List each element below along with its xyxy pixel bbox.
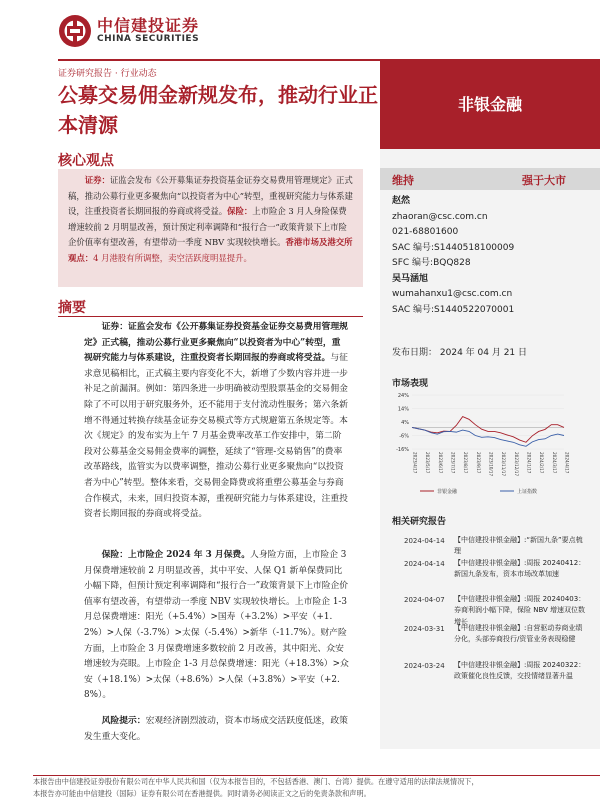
related-report-link[interactable]: 【中信建投非银金融】:周报 20240322：政策催化良性反馈，交投情绪显著升温: [454, 661, 586, 681]
related-report-link[interactable]: 【中信建投非银金融】:“新国九条”要点梳理: [454, 536, 583, 556]
disclaimer-footer: [33, 776, 600, 799]
legend-label: 上证指数: [517, 489, 538, 495]
core-viewpoint-text: [68, 173, 353, 266]
rating-value: 强于大市: [522, 174, 566, 187]
analyst-list: [392, 194, 514, 318]
analyst-sac-cert: SAC 编号:S1440518100009: [392, 242, 515, 253]
core-text-securities: 证监会发布《公开募集证券投资基金证券交易费用管理规定》正式稿，推动公募行业更多聚焦向“以投资者为中心”转型，重视研究能力与体系建设，注重投资者长期回报的券商或将受益。: [68, 175, 353, 216]
summary-body-risk: 宏观经济剧烈波动，资本市场成交活跃度低迷，政策发生重大变化。: [84, 716, 348, 742]
related-report-date: 2024-04-14: [404, 560, 445, 568]
core-heading: 核心观点: [58, 153, 114, 169]
y-tick-label: 24%: [397, 393, 409, 399]
market-performance-chart: [392, 387, 592, 497]
related-report-link[interactable]: 【中信建投非银金融】:周报 20240403：券商利润小幅下降，保险 NBV 增速双位数增长: [454, 595, 586, 626]
related-report-link[interactable]: 【中信建投非银金融】:自营驱动券商业绩分化，头部券商投行/资管业务表现稳健: [454, 624, 583, 644]
analyst-name: 赵然: [392, 196, 411, 206]
x-tick-label: 2023/5/17: [425, 452, 431, 474]
analyst-email[interactable]: wumahanxu1@csc.com.cn: [392, 289, 513, 299]
x-tick-label: 2023/11/17: [501, 452, 507, 477]
summary-paragraph-risk: [84, 714, 349, 745]
core-label-insurance: 保险：: [227, 206, 253, 216]
core-text-insurance: 上市险企 3 月人身险保费增速较前 2 月明显改善，预计预定利率调降和“报行合一”政策背景下上市险企价值率有望改善，有望带动一季度 NBV 实现较快增长。: [68, 206, 347, 247]
summary-lead-risk: 风险提示：: [101, 716, 146, 726]
x-tick-label: 2024/3/17: [551, 452, 557, 474]
core-label-hk: 香港市场及港交所观点：: [68, 237, 353, 263]
x-tick-label: 2023/9/17: [475, 452, 481, 474]
related-report-date: 2024-03-31: [404, 625, 445, 633]
sector-banner: [380, 61, 600, 149]
x-tick-label: 2024/1/17: [526, 452, 532, 474]
sidebar: [380, 149, 600, 749]
disclaimer-line: 本报告由中信建投证券股份有限公司在中华人民共和国（仅为本报告目的，不包括香港、澳门、台湾）提供。在遵守适用的法律法规情况下，: [33, 777, 479, 786]
related-report-date: 2024-04-14: [404, 537, 445, 545]
summary-lead-securities: 证券：证监会发布《公开募集证券投资基金证券交易费用管理规定》正式稿，推动公募行业更多聚焦向“以投资者为中心”转型，重视研究能力与体系建设，注重投资者长期回报的券商或将受益。: [84, 322, 348, 364]
brand-logo: [58, 12, 238, 52]
related-report-link[interactable]: 【中信建投非银金融】:周报 20240412：新国九条发布，资本市场改革加速: [454, 559, 586, 579]
market-performance-title: 市场表现: [392, 379, 429, 389]
analyst-name: 吴马涵旭: [392, 273, 429, 284]
legend-label: 非银金融: [437, 489, 458, 495]
summary-paragraph-insurance: [84, 548, 349, 704]
x-tick-label: 2023/6/17: [437, 452, 443, 474]
brand-name-cn: 中信建投证券: [97, 16, 200, 35]
x-tick-label: 2023/12/17: [513, 452, 519, 477]
related-report-date: 2024-04-07: [404, 596, 445, 604]
core-label-securities: 证券：: [84, 175, 110, 185]
brand-name-en: CHINA SECURITIES: [97, 34, 200, 44]
y-tick-label: 14%: [397, 406, 409, 413]
publish-date: [392, 345, 527, 358]
y-tick-label: -6%: [399, 433, 409, 440]
summary-divider: [58, 316, 363, 317]
analyst-email[interactable]: zhaoran@csc.com.cn: [392, 211, 488, 222]
disclaimer-line: 本报告亦可能由中信建投（国际）证券有限公司在香港提供。同时请务必阅读正文之后的免责条款和声明。: [33, 788, 371, 798]
analyst-sac-cert: SAC 编号:S1440522070001: [392, 304, 515, 315]
report-title: 公募交易佣金新规发布，推动行业正本清源: [58, 83, 378, 137]
report-type: 证券研究报告 · 行业动态: [58, 69, 157, 79]
x-tick-label: 2024/4/17: [564, 452, 570, 474]
sector-name: 非银金融: [457, 95, 522, 114]
publish-date-label: 发布日期：: [392, 348, 438, 358]
y-tick-label: -16%: [396, 447, 409, 453]
rating-bar: [380, 168, 600, 190]
analyst-sfc-cert: SFC 编号:BQQ828: [392, 258, 471, 268]
core-text-hk: 4 月港股有所调整，卖空活跃度明显提升。: [93, 252, 252, 263]
analyst-phone: 021-68801600: [392, 227, 459, 237]
x-tick-label: 2023/7/17: [450, 452, 456, 474]
y-tick-label: 4%: [401, 420, 409, 426]
summary-body-securities: 与征求意见稿相比，正式稿主要内容变化不大，新增了少数内容并进一步补足之前漏洞。例如：第四条进一步明确被动型股票基金的交易佣金除了不可以用于研究服务外，还不能用于支付流动性服务；第六条新增不得通过转换存续基金证券交易模式等方式规避第五条规定等。本次《规定》的发布实为上午 7 月基金费率改革工作安排中，第二阶段对公募基金交易佣金费率的调整，延续了“管理-交易销售”的费率改革路线，监管实为以费率调整，推动公募行业更多聚焦向“以投资者为中心”转型。整体来看，交易佣金降费或将重塑公募基金与券商合作模式，未来，回归投资本源，重视研究能力与体系建设，注重投资者长期回报的券商或将受益。: [84, 353, 348, 520]
related-reports-title: 相关研究报告: [392, 517, 447, 527]
series-line: [412, 417, 564, 443]
summary-heading: 摘要: [58, 300, 86, 316]
logo-mark-icon: [58, 14, 92, 48]
x-tick-label: 2024/2/17: [539, 452, 545, 474]
x-tick-label: 2023/8/17: [463, 452, 469, 474]
core-viewpoint-box: [58, 169, 363, 287]
x-tick-label: 2023/4/17: [412, 452, 418, 474]
publish-date-value: 2024 年 04 月 21 日: [439, 348, 528, 358]
summary-lead-insurance: 保险：上市险企 2024 年 3 月保费。: [101, 550, 251, 560]
related-report-date: 2024-03-24: [404, 662, 445, 670]
summary-body-insurance: 人身险方面，上市险企 3 月保费增速较前 2 月明显改善，其中平安、人保 Q1 新单保费同比小幅下降，但预计预定利率调降和“报行合一”政策背景下上市险企价值率有望改善，有望带动一季度 NBV 实现较快增长。上市险企 1-3 月总保费增速：阳光（+5.4%）>国寿（+3.2%）>平安（+1.2%）>人保（-3.7%）>太保（-5.4%）>新华（-11.7%）。财产险方面，上市险企 3 月保费增速多数较前 2 月改善，其中阳光、众安增速较为亮眼。上市险企 1-3 月总保费增速：阳光（+18.3%）>众安（+18.1%）>太保（+8.6%）>人保（+3.8%）>平安（+2.8%）。: [84, 550, 349, 701]
rating-action: 维持: [392, 174, 414, 187]
x-tick-label: 2023/10/17: [488, 452, 494, 477]
summary-paragraph-securities: [84, 320, 349, 523]
